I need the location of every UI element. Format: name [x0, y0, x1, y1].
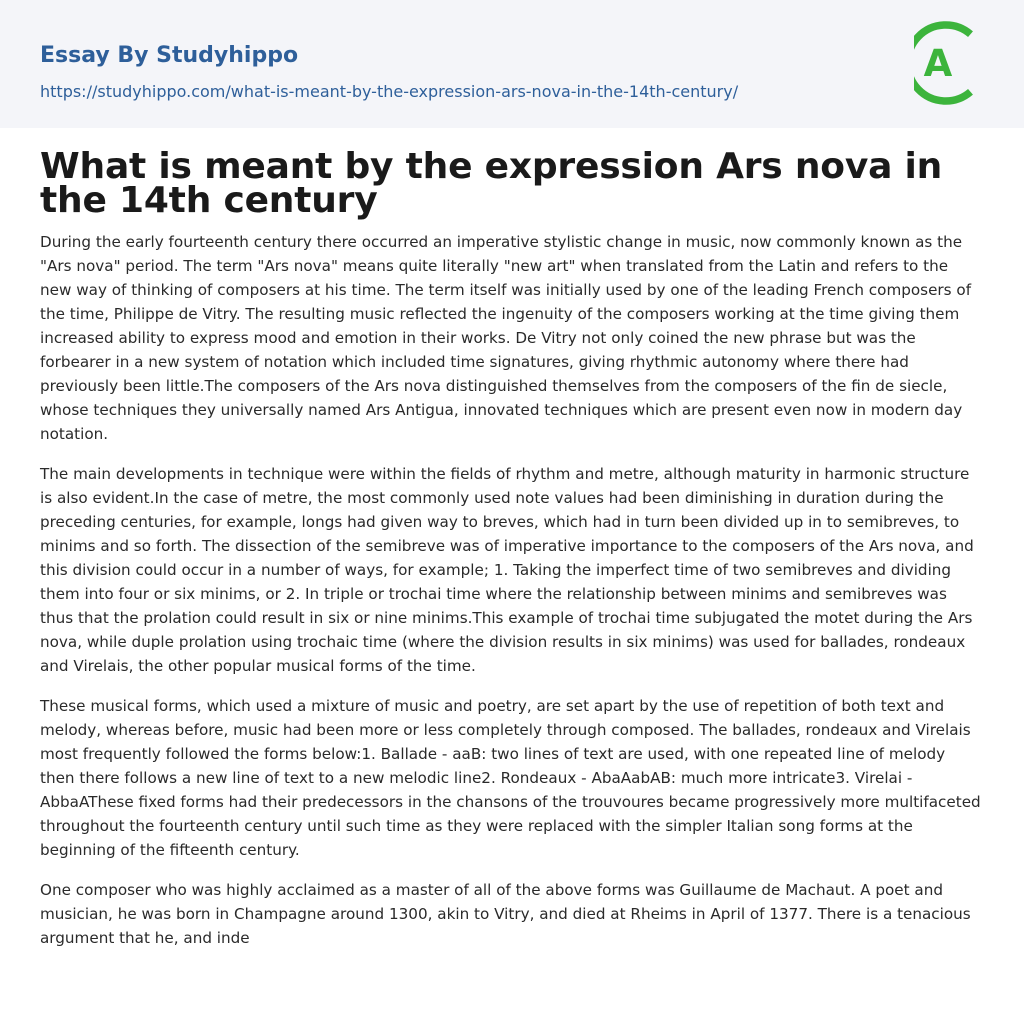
article-paragraph-3: These musical forms, which used a mixture of music and poetry, are set apart by the use of repetition of both text and melody, whereas before, music had been more or less completely through composed. The ballades, rondeaux and Virelais most frequently followed the forms below:1. Ballade - aaB: two lines of text are used, with one repeated line of melody then there follows a new line of text to a new melodic line2. Rondeaux - AbaAabAB: much more intricate3. Virelai - AbbaAThese fixed forms had their predecessors in the chansons of the trouvoures became progressively more multifaceted throughout the fourteenth century until such time as they were replaced with the simpler Italian song forms at the beginning of the fifteenth century.: [40, 697, 981, 859]
article-paragraph-4: One composer who was highly acclaimed as a master of all of the above forms was Guillaume de Machaut. A poet and musician, he was born in Champagne around 1300, akin to Vitry, and died at Rheims in April of 1377. There is a tenacious argument that he, and inde: [40, 881, 971, 947]
article: [0, 146, 1024, 950]
article-paragraph-2: The main developments in technique were within the fields of rhythm and metre, although maturity in harmonic structure is also evident.In the case of metre, the most commonly used note values had been diminishing in duration during the preceding centuries, for example, longs had given way to breves, which had in turn been divided up in to semibreves, to minims and so forth. The dissection of the semibreve was of imperative importance to the composers of the Ars nova, and this division could occur in a number of ways, for example; 1. Taking the imperfect time of two semibreves and dividing them into four or six minims, or 2. In triple or trochai time where the relationship between minims and semibreves was thus that the prolation could result in six or nine minims.This example of trochai time subjugated the motet during the Ars nova, while duple prolation using trochaic time (where the division results in six minims) was used for ballades, rondeaux and Virelais, the other popular musical forms of the time.: [40, 465, 974, 675]
site-brand[interactable]: Essay By Studyhippo: [40, 43, 299, 68]
article-paragraph-1: During the early fourteenth century there occurred an imperative stylistic change in music, now commonly known as the "Ars nova" period. The term "Ars nova" means quite literally "new art" when translated from the Latin and refers to the new way of thinking of composers at his time. The term itself was initially used by one of the leading French composers of the time, Philippe de Vitry. The resulting music reflected the ingenuity of the composers working at the time giving them increased ability to express mood and emotion in their works. De Vitry not only coined the new phrase but was the forbearer in a new system of notation which included time signatures, giving rhythmic autonomy where there had previously been little.The composers of the Ars nova distinguished themselves from the composers of the fin de siecle, whose techniques they universally named Ars Antigua, innovated techniques which are present even now in modern day notation.: [40, 233, 972, 443]
article-title: What is meant by the expression Ars nova in the 14th century: [40, 146, 943, 221]
studyhippo-logo-icon[interactable]: [914, 20, 984, 106]
article-url-link[interactable]: https://studyhippo.com/what-is-meant-by-the-expression-ars-nova-in-the-14th-century/: [40, 82, 739, 101]
site-header: [0, 0, 1024, 128]
logo-letter: A: [923, 42, 953, 85]
